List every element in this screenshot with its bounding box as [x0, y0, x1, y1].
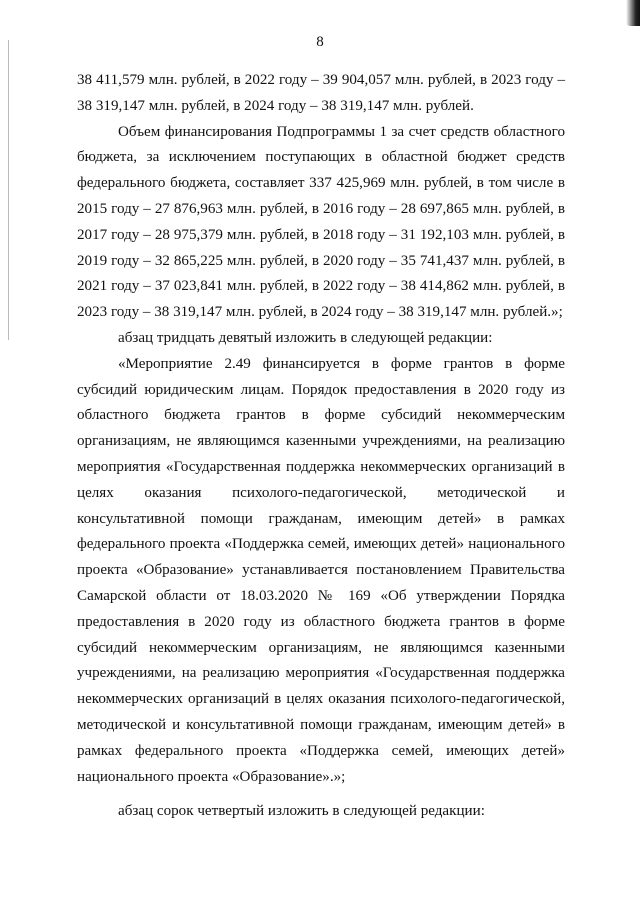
paragraph-measure-2-49: «Мероприятие 2.49 финансируется в форме грантов в форме субсидий юридическим лицам. Порядок предоставления в 2020 году из областного бюджета грантов в форме субсидий некоммерческим организациям, не являющимся казенными учреждениями, на реализацию мероприятия «Государственная поддержка некоммерческих организаций в целях оказания психолого-педагогической, методической и консультативной помощи гражданам, имеющим детей» в рамках федерального проекта «Поддержка семей, имеющих детей» национального проекта «Образование» устанавливается постановлением Правительства Самарской области от 18.03.2020 № 169 «Об утверждении Порядка предоставления в 2020 году из областного бюджета грантов в форме субсидий некоммерческим организациям, не являющимся казенными учреждениями, на реализацию мероприятия «Государственная поддержка некоммерческих организаций в целях оказания психолого-педагогической, методической и консультативной помощи гражданам, имеющим детей» в рамках федерального проекта «Поддержка семей, имеющих детей» национального проекта «Образование».»;: [77, 355, 565, 785]
paragraph-amendment-44: абзац сорок четвертый изложить в следующей редакции:: [118, 803, 485, 820]
scan-corner-mark: [626, 0, 640, 26]
page-number: 8: [316, 34, 324, 50]
document-body: [77, 68, 565, 825]
scan-edge-line: [8, 40, 9, 340]
paragraph-amendment-39: абзац тридцать девятый изложить в следующей редакции:: [118, 329, 493, 346]
paragraph-funding-continuation: 38 411,579 млн. рублей, в 2022 году – 39 904,057 млн. рублей, в 2023 году – 38 319,147 млн. рублей, в 2024 году – 38 319,147 млн. рублей.: [77, 72, 565, 114]
paragraph-subprogram-funding: Объем финансирования Подпрограммы 1 за счет средств областного бюджета, за исключением поступающих в областной бюджет средств федерального бюджета, составляет 337 425,969 млн. рублей, в том числе в 2015 году – 27 876,963 млн. рублей, в 2016 году – 28 697,865 млн. рублей, в 2017 году – 28 975,379 млн. рублей, в 2018 году – 31 192,103 млн. рублей, в 2019 году – 32 865,225 млн. рублей, в 2020 году – 35 741,437 млн. рублей, в 2021 году – 37 023,841 млн. рублей, в 2022 году – 38 414,862 млн. рублей, в 2023 году – 38 319,147 млн. рублей, в 2024 году – 38 319,147 млн. рублей.»;: [77, 123, 565, 321]
